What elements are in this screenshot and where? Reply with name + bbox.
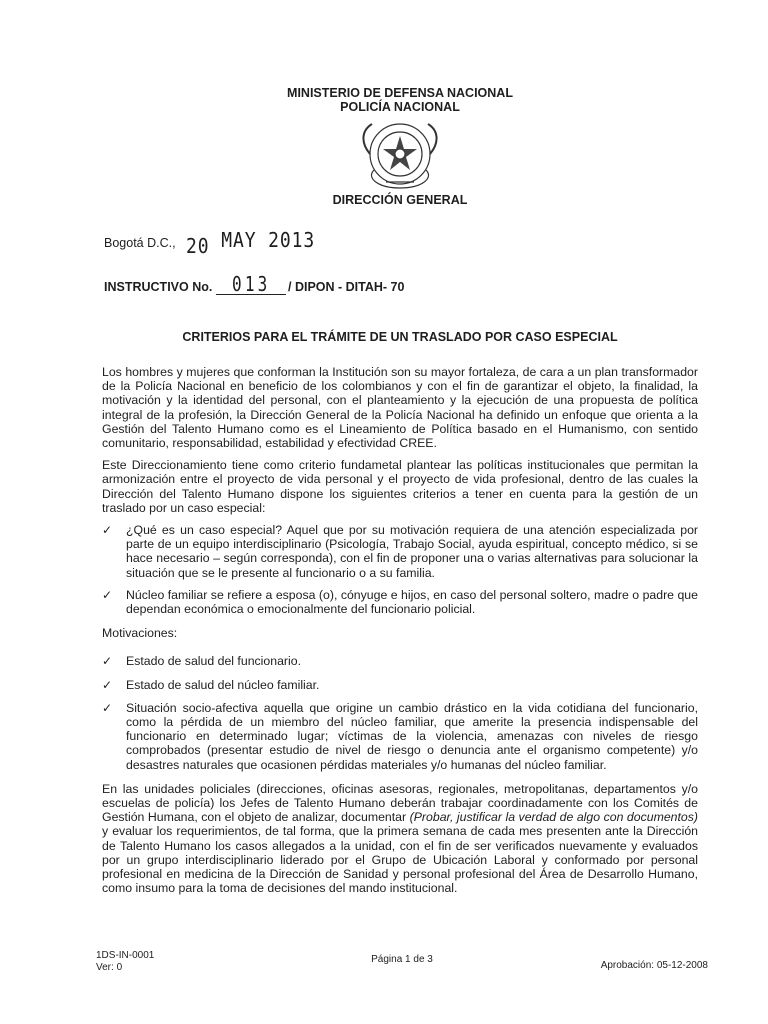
list-item	[102, 588, 698, 616]
motivations-heading: Motivaciones:	[102, 626, 178, 641]
handwritten-date	[186, 228, 316, 258]
procedure-text-b: y evaluar los requerimientos, de tal forma, que la primera semana de cada mes presenten ante la Dirección de Talento Humano los casos allegados a la unidad, con el fin de ser verificados nuevamente y evaluados por un grupo interdisciplinario liderado por el Grupo de Ubicación Laboral y conformado por personal profesional en medicina de la Dirección de Sanidad y personal profesional del Área de Desarrollo Humano, como insumo para la toma de decisiones del mando institucional.	[102, 824, 698, 896]
checkmark-icon: ✓	[102, 587, 113, 602]
direction-name: DIRECCIÓN GENERAL	[332, 193, 468, 207]
list-item	[102, 654, 698, 668]
document-title: CRITERIOS PARA EL TRÁMITE DE UN TRASLADO POR CASO ESPECIAL	[182, 330, 618, 344]
checkmark-icon: ✓	[102, 677, 113, 692]
direction-paragraph: Este Direccionamiento tiene como criterio fundametal plantear las políticas institucionales que permitan la armonización entre el proyecto de vida personal y el proyecto de vida profesional, dentro de las cuales la Dirección del Talento Humano dispone los siguientes criterios a tener en cuenta para la gestión de un traslado por un caso especial:	[102, 458, 698, 515]
intro-paragraph: Los hombres y mujeres que conforman la Institución son su mayor fortaleza, de cara a un plan transformador de la Policía Nacional en beneficio de los colombianos y con el fin de garantizar el objeto, la finalidad, la motivación y la identidad del personal, con el planteamiento y la ejecución de una propuesta de política integral de la profesión, la Dirección General de la Policía Nacional ha definido un enfoque que orienta a la Gestión del Talento Humano como es el Lineamiento de Política basado en el Humanismo, con sentido comunitario, responsabilidad, estabilidad y efectividad CREE.	[102, 365, 698, 451]
city-label: Bogotá D.C.,	[104, 236, 176, 250]
list-item-text: Estado de salud del funcionario.	[126, 654, 302, 669]
list-item	[102, 678, 698, 692]
letterhead	[200, 86, 600, 114]
date-month-year: MAY 2013	[221, 228, 316, 252]
checkmark-icon: ✓	[102, 700, 113, 715]
instructivo-line	[104, 272, 434, 298]
motivations-list	[102, 654, 698, 771]
ministry-name: MINISTERIO DE DEFENSA NACIONAL	[287, 86, 513, 100]
document-code: 1DS-IN-0001	[96, 950, 155, 961]
list-item-text: Situación socio-afectiva aquella que origine un cambio drástico en la vida cotidiana del funcionario, como la pérdida de un miembro del núcleo familiar, que amerite la presencia indispensable del funcionario en determinado lugar; víctimas de la violencia, amenazas con niveles de riesgo comprobados (presentar estudio de nivel de riesgo o denuncia ante el organismo competente) y/o desastres naturales que ocasionen pérdidas materiales y/o humanas del núcleo familiar.	[126, 700, 698, 772]
procedure-text-a: En las unidades policiales (direcciones, oficinas asesoras, regionales, metropolitanas, departamentos y/o escuelas de policía) los Jefes de Talento Humano deberán trabajar coordinadamente con los Comités de Gestión Humana, con el objeto de analizar, documentar	[102, 781, 698, 825]
instructivo-suffix: / DIPON - DITAH- 70	[288, 280, 405, 294]
list-item-text: Núcleo familiar se refiere a esposa (o), cónyuge e hijos, en caso del personal soltero, madre o padre que dependan económica o emocionalmente del funcionario policial.	[126, 587, 698, 617]
police-name: POLICÍA NACIONAL	[340, 100, 460, 114]
procedure-definition: (Probar, justificar la verdad de algo con documentos)	[409, 810, 698, 825]
procedure-paragraph	[102, 782, 698, 896]
instructivo-label: INSTRUCTIVO No.	[104, 280, 213, 294]
approval-date: Aprobación: 05-12-2008	[600, 960, 708, 971]
list-item	[102, 701, 698, 772]
checkmark-icon: ✓	[102, 654, 113, 669]
date-day: 20	[186, 234, 210, 258]
criteria-list	[102, 523, 698, 616]
list-item-text: ¿Qué es un caso especial? Aquel que por su motivación requiera de una atención especializada por parte de un equipo interdisciplinario (Psicología, Trabajo Social, ayuda espiritual, concepto médico, si se hace necesario – según corresponda), con el fin de proponer una o varias alternativas para solucionar la situación que se le presente al funcionario o a su familia.	[126, 523, 698, 580]
police-seal-icon	[356, 114, 444, 194]
instructivo-number: 013	[232, 272, 271, 296]
list-item	[102, 523, 698, 580]
document-version: Ver: 0	[96, 962, 123, 973]
page-number: Página 1 de 3	[371, 954, 433, 965]
list-item-text: Estado de salud del núcleo familiar.	[126, 677, 320, 692]
checkmark-icon: ✓	[102, 523, 113, 538]
document-body	[102, 365, 698, 904]
